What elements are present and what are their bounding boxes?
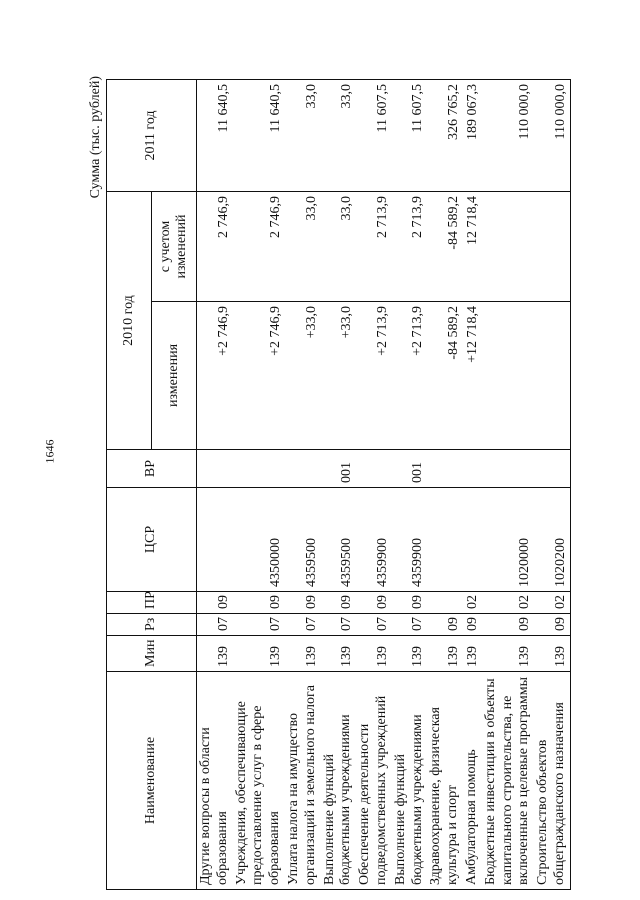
row-pr: 09	[197, 592, 233, 614]
table-row	[463, 80, 482, 890]
row-vr	[285, 450, 321, 488]
row-rz: 07	[233, 614, 285, 636]
col-rz-header: Рз	[107, 614, 197, 636]
row-min: 139	[534, 636, 570, 672]
row-name: Другие вопросы в области образования	[197, 672, 233, 890]
year-2011-header: 2011 год	[107, 80, 197, 192]
row-name: Уплата налога на имущество организаций и земельного налога	[285, 672, 321, 890]
row-with-changes	[534, 192, 570, 302]
row-changes: +33,0	[285, 302, 321, 450]
col-min-header: Мин	[107, 636, 197, 672]
row-csr: 4350000	[233, 488, 285, 592]
row-min: 139	[321, 636, 357, 672]
row-rz: 09	[427, 614, 463, 636]
row-changes	[534, 302, 570, 450]
with-changes-header: с учетом изменений	[152, 192, 197, 302]
row-pr	[427, 592, 463, 614]
header-row-top	[107, 80, 152, 890]
table-row	[233, 80, 285, 890]
row-min: 139	[463, 636, 482, 672]
changes-header: изменения	[152, 302, 197, 450]
row-vr	[482, 450, 534, 488]
row-csr	[463, 488, 482, 592]
col-name-header: Наименование	[107, 672, 197, 890]
row-name: Учреждения, обеспечивающие предоставление услуг в сфере образования	[233, 672, 285, 890]
row-with-changes	[482, 192, 534, 302]
row-2011: 11 640,5	[197, 80, 233, 192]
row-with-changes: 2 746,9	[197, 192, 233, 302]
row-with-changes: 33,0	[285, 192, 321, 302]
table-row	[321, 80, 357, 890]
row-rz: 07	[392, 614, 428, 636]
row-changes: +2 746,9	[197, 302, 233, 450]
row-with-changes: -84 589,2	[427, 192, 463, 302]
row-min: 139	[482, 636, 534, 672]
row-2011: 326 765,2	[427, 80, 463, 192]
row-csr: 1020200	[534, 488, 570, 592]
row-name: Строительство объектов общегражданского назначения	[534, 672, 570, 890]
row-csr: 4359900	[392, 488, 428, 592]
row-changes: +2 713,9	[392, 302, 428, 450]
row-2011: 33,0	[321, 80, 357, 192]
row-vr	[197, 450, 233, 488]
row-2011: 11 640,5	[233, 80, 285, 192]
col-vr-header: ВР	[107, 450, 197, 488]
row-pr: 02	[463, 592, 482, 614]
row-csr	[427, 488, 463, 592]
table-row	[356, 80, 392, 890]
table-row	[197, 80, 233, 890]
units-caption: Сумма (тыс. рублей)	[88, 76, 103, 199]
row-csr: 1020000	[482, 488, 534, 592]
row-rz: 07	[197, 614, 233, 636]
row-name: Здравоохранение, физическая культура и спорт	[427, 672, 463, 890]
table-body	[197, 80, 571, 890]
row-vr	[534, 450, 570, 488]
table-row	[482, 80, 534, 890]
row-name: Амбулаторная помощь	[463, 672, 482, 890]
row-name: Выполнение функций бюджетными учреждениями	[392, 672, 428, 890]
row-with-changes: 2 713,9	[392, 192, 428, 302]
table-row	[392, 80, 428, 890]
row-with-changes: 2 746,9	[233, 192, 285, 302]
table-row	[427, 80, 463, 890]
row-2011: 110 000,0	[534, 80, 570, 192]
row-changes: +12 718,4	[463, 302, 482, 450]
row-vr	[427, 450, 463, 488]
row-2011: 11 607,5	[356, 80, 392, 192]
row-csr: 4359500	[285, 488, 321, 592]
row-2011: 33,0	[285, 80, 321, 192]
row-2011: 11 607,5	[392, 80, 428, 192]
row-pr: 02	[534, 592, 570, 614]
rotated-table-area	[88, 70, 588, 890]
row-rz: 07	[356, 614, 392, 636]
page-number: 1646	[42, 439, 57, 464]
row-min: 139	[392, 636, 428, 672]
row-with-changes: 33,0	[321, 192, 357, 302]
row-name: Бюджетные инвестиции в объекты капитального строительства, не включенные в целевые программы	[482, 672, 534, 890]
row-min: 139	[356, 636, 392, 672]
row-vr	[356, 450, 392, 488]
budget-table	[106, 79, 571, 890]
row-vr	[463, 450, 482, 488]
row-2011: 189 067,3	[463, 80, 482, 192]
row-pr: 09	[233, 592, 285, 614]
row-changes: +33,0	[321, 302, 357, 450]
year-2010-header: 2010 год	[107, 192, 152, 450]
row-changes: -84 589,2	[427, 302, 463, 450]
row-vr: 001	[321, 450, 357, 488]
row-changes	[482, 302, 534, 450]
row-rz: 07	[321, 614, 357, 636]
row-min: 139	[197, 636, 233, 672]
row-name: Выполнение функций бюджетными учреждениями	[321, 672, 357, 890]
row-name: Обеспечение деятельности подведомственных учреждений	[356, 672, 392, 890]
row-csr	[197, 488, 233, 592]
row-pr: 02	[482, 592, 534, 614]
row-min: 139	[427, 636, 463, 672]
row-vr: 001	[392, 450, 428, 488]
row-rz: 09	[534, 614, 570, 636]
row-changes: +2 713,9	[356, 302, 392, 450]
col-pr-header: ПР	[107, 592, 197, 614]
row-csr: 4359500	[321, 488, 357, 592]
row-changes: +2 746,9	[233, 302, 285, 450]
row-with-changes: 12 718,4	[463, 192, 482, 302]
row-pr: 09	[356, 592, 392, 614]
col-csr-header: ЦСР	[107, 488, 197, 592]
row-rz: 09	[482, 614, 534, 636]
row-pr: 09	[321, 592, 357, 614]
table-row	[285, 80, 321, 890]
row-2011: 110 000,0	[482, 80, 534, 192]
row-min: 139	[233, 636, 285, 672]
row-with-changes: 2 713,9	[356, 192, 392, 302]
row-csr: 4359900	[356, 488, 392, 592]
row-pr: 09	[285, 592, 321, 614]
row-min: 139	[285, 636, 321, 672]
table-row	[534, 80, 570, 890]
row-vr	[233, 450, 285, 488]
row-rz: 09	[463, 614, 482, 636]
row-rz: 07	[285, 614, 321, 636]
row-pr: 09	[392, 592, 428, 614]
